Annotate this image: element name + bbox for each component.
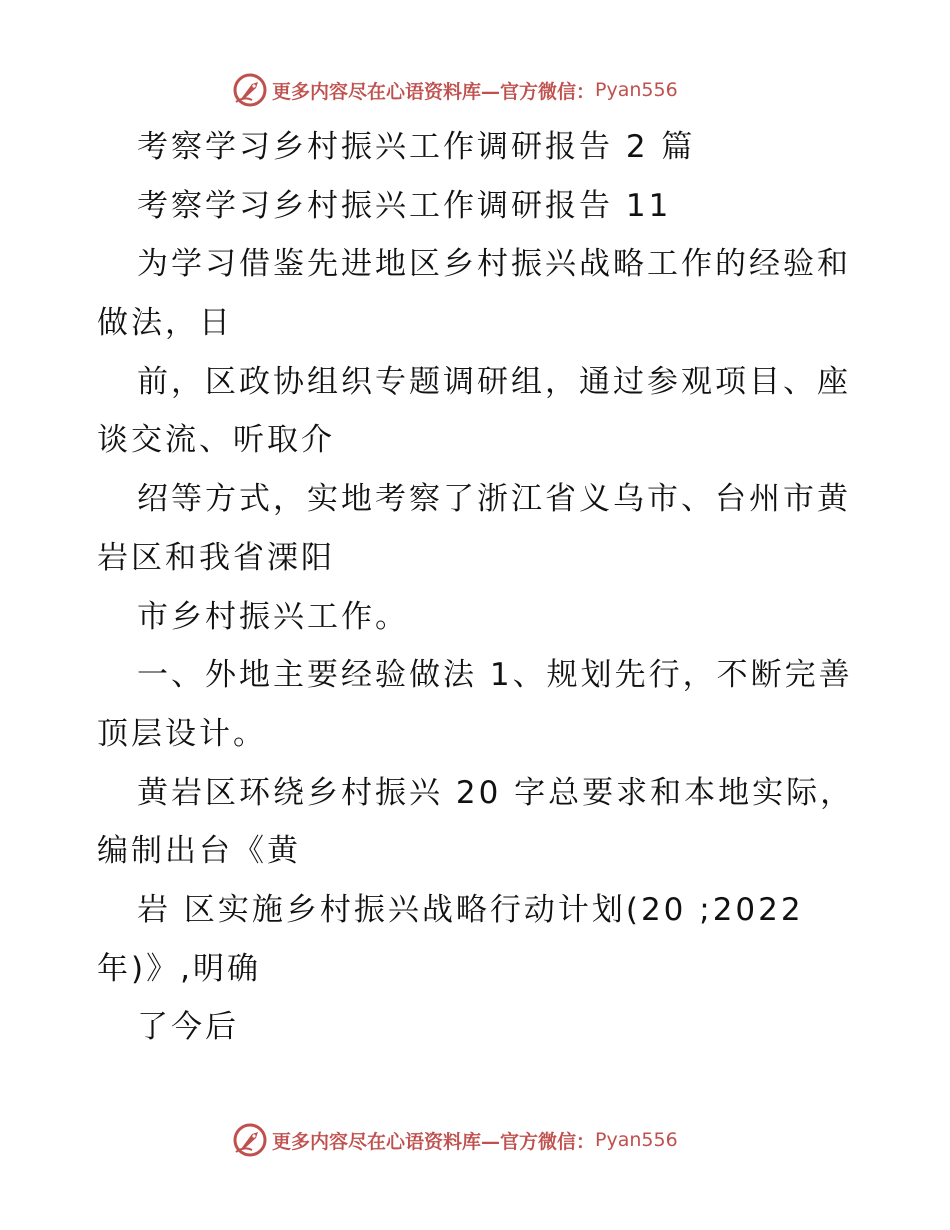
document-line: 谈交流、听取介	[97, 422, 335, 459]
footer-banner-text: 更多内容尽在心语资料库—官方微信：	[272, 1130, 596, 1153]
document-line: 考察学习乡村振兴工作调研报告 11	[137, 187, 672, 224]
document-line: 一、外地主要经验做法 1、规划先行，不断完善	[137, 657, 853, 694]
document-line: 了今后	[137, 1009, 239, 1046]
document-line: 黄岩区环绕乡村振兴 20 字总要求和本地实际，	[137, 774, 855, 811]
header-banner-contact: Pyan556	[595, 79, 678, 101]
document-line: 顶层设计。	[97, 715, 267, 752]
document-line: 编制出台《黄	[97, 833, 301, 870]
document-line: 岩区和我省溧阳	[97, 539, 335, 576]
document-line: 绍等方式，实地考察了浙江省义乌市、台州市黄	[137, 481, 851, 518]
pen-nib-logo-icon	[232, 1122, 268, 1158]
pen-nib-logo-icon	[232, 72, 268, 108]
footer-banner-contact: Pyan556	[595, 1129, 678, 1151]
document-body	[97, 118, 857, 1057]
header-banner-text: 更多内容尽在心语资料库—官方微信：	[272, 80, 596, 103]
header-watermark-banner	[232, 70, 732, 110]
document-line: 为学习借鉴先进地区乡村振兴战略工作的经验和	[137, 246, 851, 283]
footer-watermark-banner	[232, 1120, 732, 1160]
document-line: 年)》,明确	[97, 950, 261, 987]
document-line: 前，区政协组织专题调研组，通过参观项目、座	[137, 363, 851, 400]
document-line: 做法，日	[97, 305, 233, 342]
document-line: 岩 区实施乡村振兴战略行动计划(20 ;2022	[137, 891, 804, 928]
document-line: 市乡村振兴工作。	[137, 598, 409, 635]
document-line: 考察学习乡村振兴工作调研报告 2 篇	[137, 129, 696, 165]
